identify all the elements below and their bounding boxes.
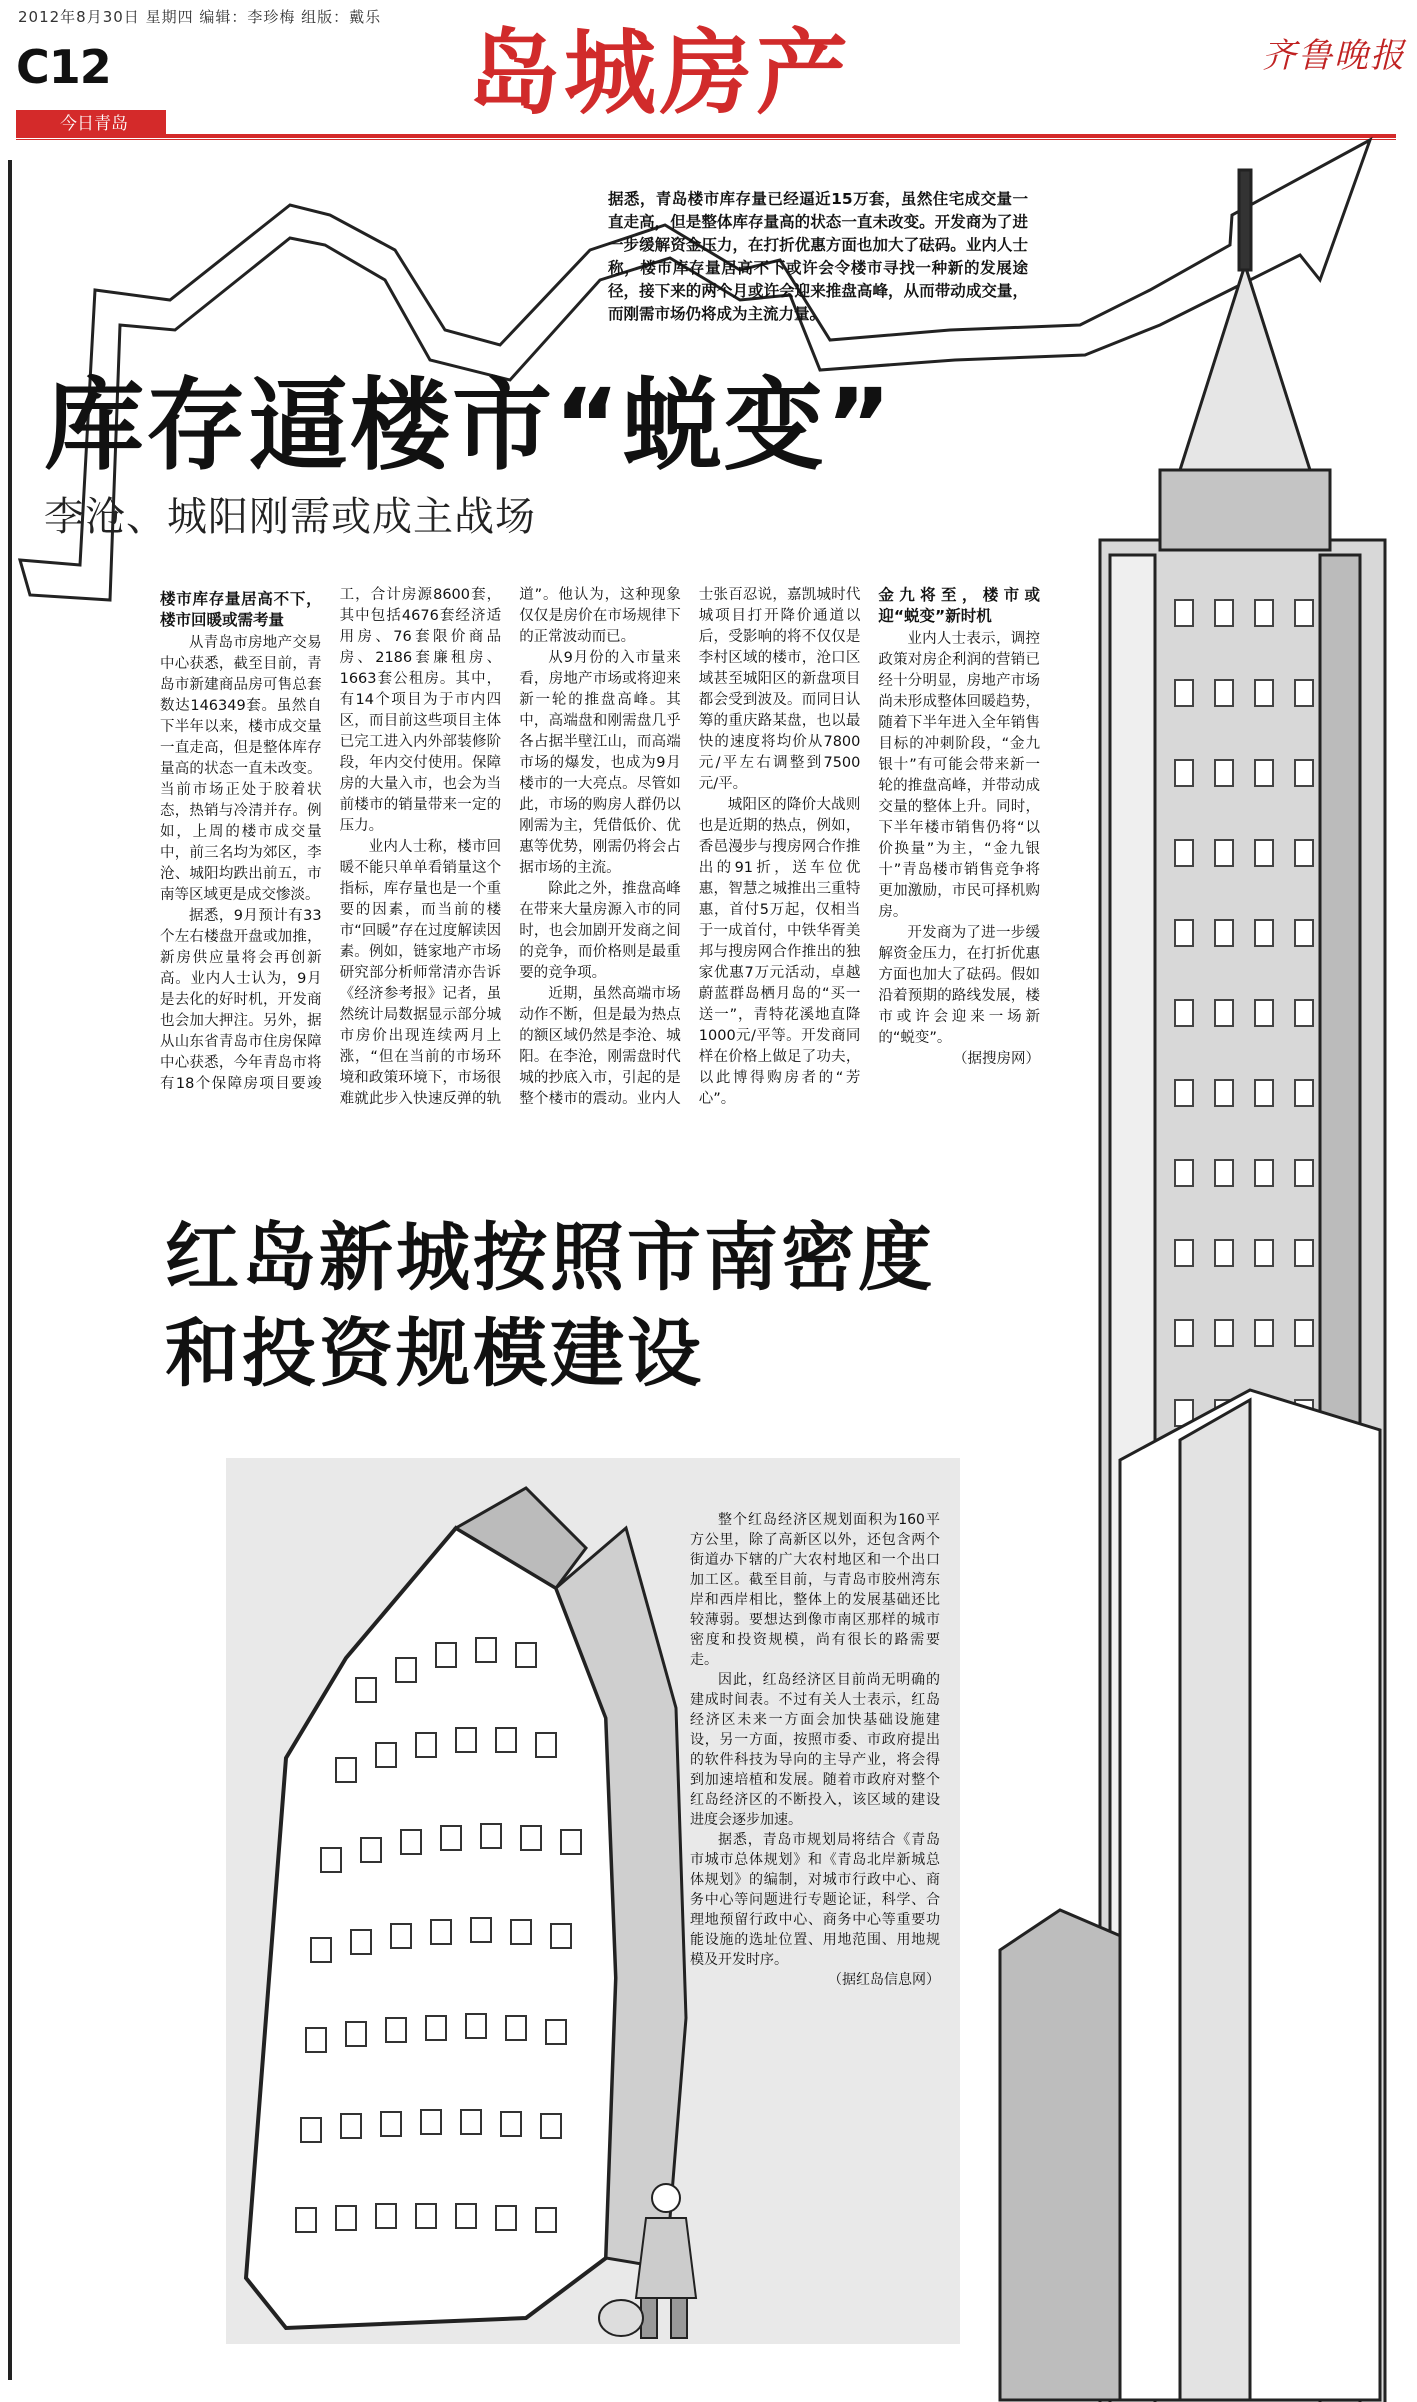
story1-paragraph: 城阳区的降价大战则也是近期的热点，例如，香邑漫步与搜房网合作推出的91折，送车位优惠，智慧之城推出三重特惠，首付5万起，仅相当于一成首付，中铁华胥美邦与搜房网合作推出的独家优惠7万元活动，卓越蔚蓝群岛栖月岛的“买一送一”，青特花溪地直降1000元/平等。开发商同样在价格上做足了功夫，以此博得购房者的“芳心”。	[698, 797, 861, 1107]
story2-headline	[165, 1210, 935, 1402]
story1-paragraph: 从9月份的入市量来看，房地产市场或将迎来新一轮的推盘高峰。其中，高端盘和刚需盘几乎各占据半壁江山，而高端市场的爆发，也成为9月楼市的一大亮点。尽管如此，市场的购房人群仍以刚需为主，凭借低价、优惠等优势，刚需仍将会占据市场的主流。	[519, 650, 681, 876]
story1-paragraph: 开发商为了进一步缓解资金压力，在打折优惠方面也加大了砝码。假如沿着预期的路线发展，楼市或许会迎来一场新的“蜕变”。	[878, 925, 1040, 1046]
newspaper-logo: 齐鲁晚报	[1262, 36, 1406, 76]
story1-paragraph: 业内人士称，楼市回暖不能只单单看销量这个指标，库存量也是一个重要的因素，而当前的楼市“回暖”存在过度解读因素。例如，链家地产市场研究部分析师常清亦告诉《经济参考报》记者，虽然统计局数据显示部分城市房价出现连续两月上涨，“但在当前的市场环境和政策环境下，市场很难就此步入快速反弹的轨道”。他认为，这种现象仅仅是房价在市场规律下的正常波动而已。	[339, 587, 681, 1107]
story2-body	[690, 1510, 940, 1990]
story1-body	[160, 585, 1040, 1175]
page-number: C12	[16, 40, 111, 94]
story1-paragraph: 从青岛市房地产交易中心获悉，截至目前，青岛市新建商品房可售总套数达146349套。虽然自下半年以来，楼市成交量一直走高，但是整体库存量高的状态一直未改变。当前市场正处于胶着状态，热销与冷清并存。例如，上周的楼市成交量中，前三名均为郊区，李沧、城阳均跌出前五，市南等区域更是成交惨淡。	[160, 635, 322, 903]
story1-paragraph: 据悉，9月预计有33个左右楼盘开盘或加推，新房供应量将会再创新高。业内人士认为，9月是去化的好时机，开发商也会加大押注。另外，据从山东省青岛市住房保障中心获悉，今年青岛市将有18个保障房项目要竣工，合计房源8600套，其中包括4676套经济适用房、76套限价商品房、2186套廉租房、1663套公租房。其中，有14个项目为于市内四区，而目前这些项目主体已完工进入内外部装修阶段，年内交付使用。保障房的大量入市，也会为当前楼市的销量带来一定的压力。	[160, 587, 502, 1092]
story2-paragraph: 据悉，青岛市规划局将结合《青岛市城市总体规划》和《青岛北岸新城总体规划》的编制，对城市行政中心、商务中心等问题进行专题论证，科学、合理地预留行政中心、商务中心等重要功能设施的选址位置、用地范围、用地规模及开发时序。	[690, 1832, 940, 1968]
section-label: 今日青岛	[16, 110, 166, 138]
story2-source: （据红岛信息网）	[828, 1972, 940, 1988]
story1-paragraph: 业内人士表示，调控政策对房企利润的营销已经十分明显，房地产市场尚未形成整体回暖趋势，随着下半年进入全年销售目标的冲刺阶段，“金九银十”有可能会带来新一轮的推盘高峰，并带动成交量的整体上升。同时，下半年楼市销售仍将“以价换量”为主，“金九银十”青岛楼市销售竞争将更加激励，市民可择机购房。	[878, 631, 1040, 920]
story2-paragraph: 因此，红岛经济区目前尚无明确的建成时间表。不过有关人士表示，红岛经济区未来一方面会加快基础设施建设，另一方面，按照市委、市政府提出的软件科技为导向的主导产业，将会得到加速培植和发展。随着市政府对整个红岛经济区的不断投入，该区域的建设进度会逐步加速。	[690, 1672, 940, 1828]
story1-subtitle-2: 金九将至，楼市或迎“蜕变”新时机	[878, 586, 1040, 625]
story1-paragraph: 近期，虽然高端市场动作不断，但是最为热点的额区域仍然是李沧、城阳。在李沧，刚需盘时代城的抄底入市，引起的是整个楼市的震动。业内人士张百忍说，嘉凯城时代城项目打开降价通道以后，受影响的将不仅仅是李村区域的楼市，沧口区域甚至城阳区的新盘项目都会受到波及。而同日认筹的重庆路某盘，也以最快的速度将均价从7800元/平左右调整到7500元/平。	[519, 587, 861, 1107]
story1-source: （据搜房网）	[952, 1051, 1040, 1067]
story1-headline: 库存逼楼市“蜕变”	[44, 367, 894, 484]
story2-headline-line2: 和投资规模建设	[165, 1311, 704, 1397]
story1-lead: 据悉，青岛楼市库存量已经逼近15万套，虽然住宅成交量一直走高，但是整体库存量高的状态一直未改变。开发商为了进一步缓解资金压力，在打折优惠方面也加大了砝码。业内人士称，楼市库存量居高不下或许会令楼市寻找一种新的发展途径，接下来的两个月或许会迎来推盘高峰，从而带动成交量，而刚需市场仍将成为主流力量。	[608, 190, 1028, 323]
story1-paragraph: 除此之外，推盘高峰在带来大量房源入市的同时，也会加剧开发商之间的竞争，而价格则是最重要的竞争项。	[519, 881, 681, 981]
story1-subtitle-1: 楼市库存量居高不下，楼市回暖或需考量	[160, 590, 322, 629]
page-title: 岛城房产	[468, 20, 853, 127]
story2-paragraph: 整个红岛经济区规划面积为160平方公里，除了高新区以外，还包含两个街道办下辖的广大农村地区和一个出口加工区。截至目前，与青岛市胶州湾东岸和西岸相比，整体上的发展基础还比较薄弱。要想达到像市南区那样的城市密度和投资规模，尚有很长的路需要走。	[690, 1512, 940, 1668]
lower-buildings-graphic	[1000, 1390, 1380, 2400]
story2-headline-line1: 红岛新城按照市南密度	[165, 1215, 935, 1301]
story1-subhead: 李沧、城阳刚需或成主战场	[44, 494, 536, 540]
issue-meta: 2012年8月30日 星期四 编辑：李珍梅 组版：戴乐	[18, 8, 382, 26]
